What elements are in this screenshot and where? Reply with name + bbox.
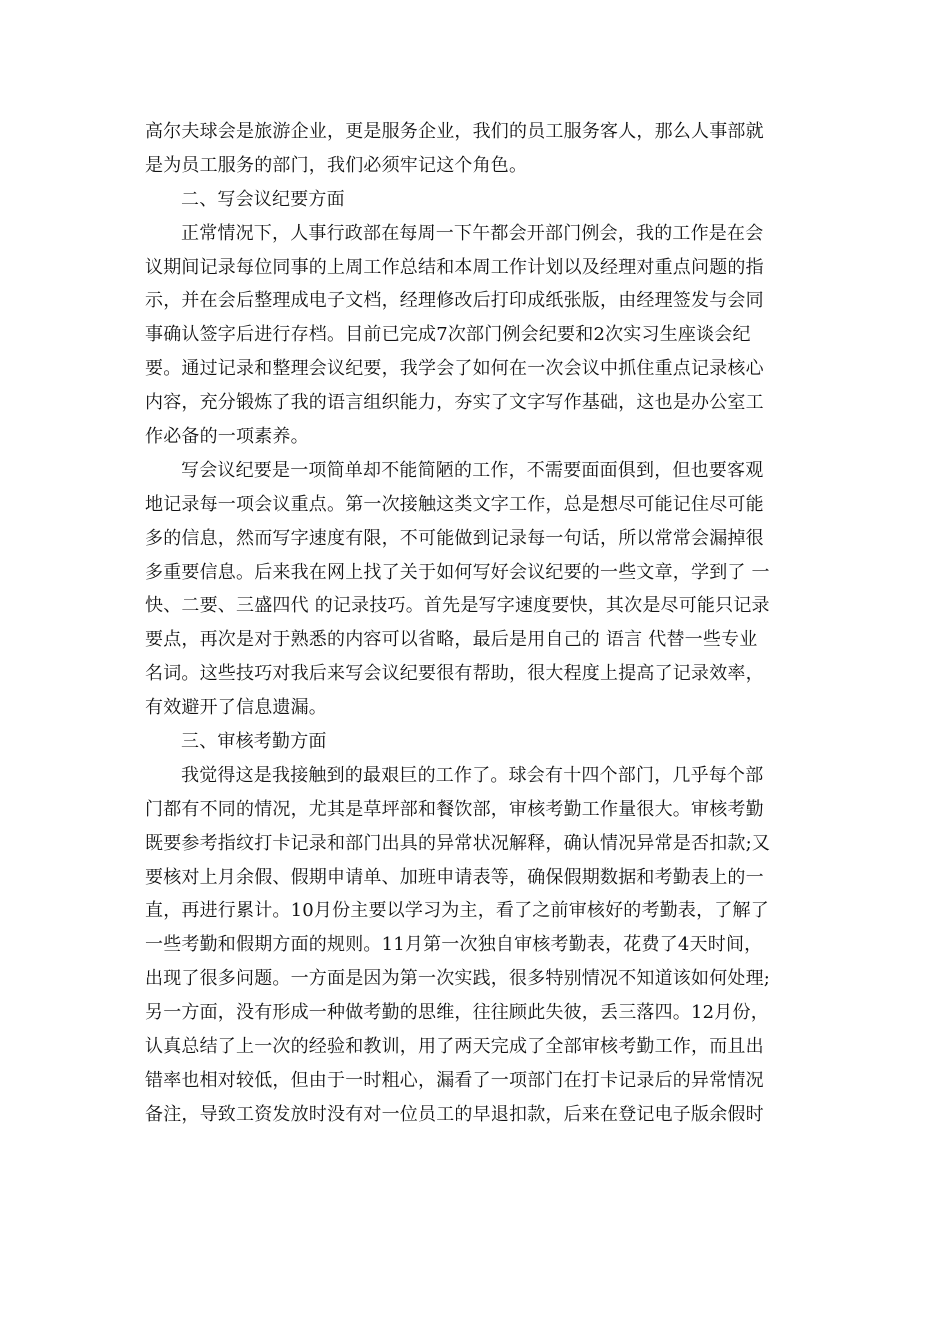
text-line: 认真总结了上一次的经验和教训，用了两天完成了全部审核考勤工作，而且出 [145,1036,764,1058]
text-line: 错率也相对较低，但由于一时粗心，漏看了一项部门在打卡记录后的异常情况 [145,1069,764,1091]
text-line: 写会议纪要是一项简单却不能简陋的工作，不需要面面俱到，但也要客观 [181,459,764,481]
text-line: 另一方面，没有形成一种做考勤的思维，往往顾此失彼，丢三落四。12月份， [145,1002,769,1024]
text-line: 高尔夫球会是旅游企业，更是服务企业，我们的员工服务客人，那么人事部就 [145,121,764,142]
text-line: 我觉得这是我接触到的最艰巨的工作了。球会有十四个部门，几乎每个部 [181,764,764,786]
document-body [145,115,810,1132]
text-line: 快、二要、三盛四代 的记录技巧。首先是写字速度要快，其次是尽可能只记录 [145,595,770,617]
text-line: 议期间记录每位同事的上周工作总结和本周工作计划以及经理对重点问题的指 [145,256,764,278]
text-line: 出现了很多问题。一方面是因为第一次实践，很多特别情况不知道该如何处理; [145,968,771,990]
text-line: 直，再进行累计。10月份主要以学习为主，看了之前审核好的考勤表，了解了 [145,900,769,922]
text-line: 有效避开了信息遗漏。 [145,697,327,719]
text-line: 多重要信息。后来我在网上找了关于如何写好会议纪要的一些文章，学到了 一 [145,561,770,583]
text-line: 二、写会议纪要方面 [181,188,345,210]
text-line: 是为员工服务的部门，我们必须牢记这个角色。 [145,154,528,176]
text-line: 门都有不同的情况，尤其是草坪部和餐饮部，审核考勤工作量很大。审核考勤 [145,798,764,820]
text-line: 名词。这些技巧对我后来写会议纪要很有帮助，很大程度上提高了记录效率， [145,663,764,685]
text-line: 要。通过记录和整理会议纪要，我学会了如何在一次会议中抓住重点记录核心 [145,358,764,380]
text-line: 要核对上月余假、假期申请单、加班申请表等，确保假期数据和考勤表上的一 [145,866,764,888]
text-line: 既要参考指纹打卡记录和部门出具的异常状况解释，确认情况异常是否扣款;又 [145,832,771,854]
text-line: 正常情况下，人事行政部在每周一下午都会开部门例会，我的工作是在会 [181,222,764,244]
text-line: 多的信息，然而写字速度有限，不可能做到记录每一句话，所以常常会漏掉很 [145,527,764,549]
text-line: 内容，充分锻炼了我的语言组织能力，夯实了文字写作基础，这也是办公室工 [145,392,764,414]
text-line: 一些考勤和假期方面的规则。11月第一次独自审核考勤表，花费了4天时间， [145,934,763,956]
text-line: 备注，导致工资发放时没有对一位员工的早退扣款，后来在登记电子版余假时 [145,1103,764,1125]
text-line: 要点，再次是对于熟悉的内容可以省略，最后是用自己的 语言 代替一些专业 [145,629,758,651]
text-line: 作必备的一项素养。 [145,426,309,448]
text-line: 示，并在会后整理成电子文档，经理修改后打印成纸张版，由经理签发与会同 [145,290,764,312]
text-line: 事确认签字后进行存档。目前已完成7次部门例会纪要和2次实习生座谈会纪 [145,324,751,346]
text-line: 三、审核考勤方面 [181,731,327,753]
text-line: 地记录每一项会议重点。第一次接触这类文字工作，总是想尽可能记住尽可能 [145,493,764,515]
